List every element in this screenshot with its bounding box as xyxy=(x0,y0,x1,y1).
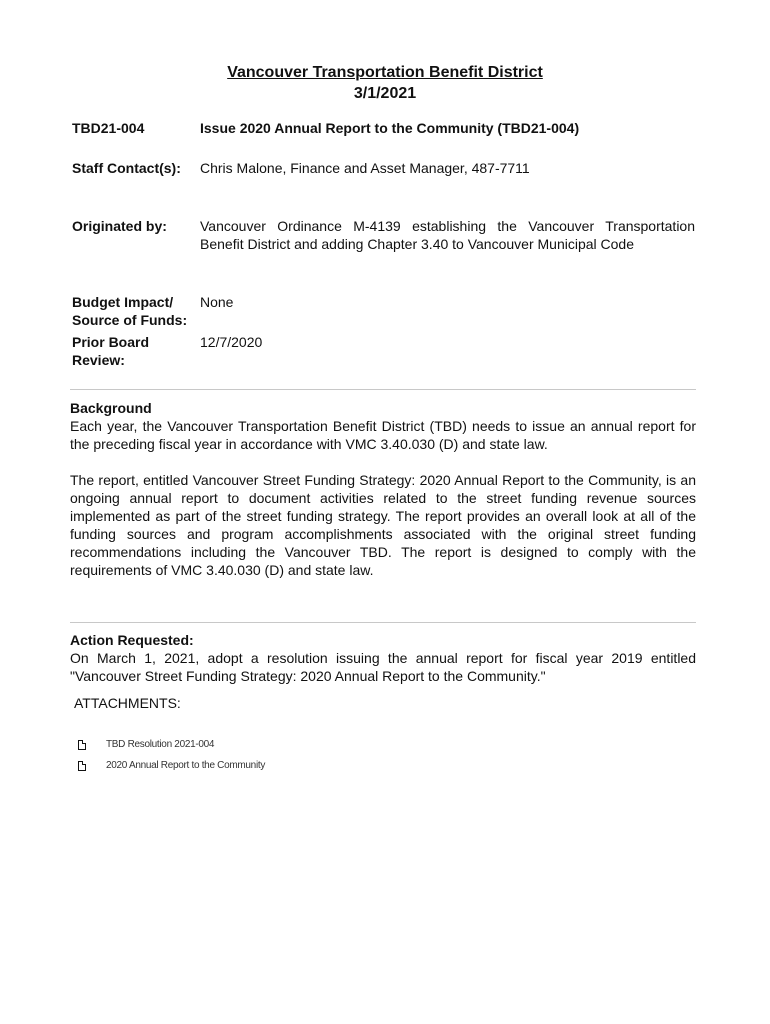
divider xyxy=(70,389,696,390)
action-text: On March 1, 2021, adopt a resolution issuing the annual report for fiscal year 2019 entitled "Vancouver Street Funding Strategy: 2020 Annual Report to the Community." xyxy=(70,650,696,684)
attachment-link[interactable]: TBD Resolution 2021-004 xyxy=(106,739,215,750)
staff-contact-label: Staff Contact(s): xyxy=(72,160,181,176)
prior-board-label-line2: Review: xyxy=(72,352,125,368)
attachments-heading: ATTACHMENTS: xyxy=(74,695,181,711)
item-number: TBD21-004 xyxy=(72,120,145,136)
budget-impact-value: None xyxy=(200,294,234,310)
budget-impact-label-line1: Budget Impact/ xyxy=(72,294,174,310)
document-icon xyxy=(78,740,86,750)
district-title: Vancouver Transportation Benefit District xyxy=(227,64,543,81)
background-paragraph-1: Each year, the Vancouver Transportation Benefit District (TBD) needs to issue an annual report for the preceding fiscal year in accordance with VMC 3.40.030 (D) and state law. xyxy=(70,418,696,452)
action-title: Action Requested: xyxy=(70,632,194,648)
originated-by-value: Vancouver Ordinance M-4139 establishing the Vancouver Transportation Benefit District and adding Chapter 3.40 to Vancouver Municipal Code xyxy=(200,218,695,252)
originated-by-label: Originated by: xyxy=(72,218,167,234)
document-icon xyxy=(78,761,86,771)
item-subject: Issue 2020 Annual Report to the Community (TBD21-004) xyxy=(200,120,580,136)
attachment-link[interactable]: 2020 Annual Report to the Community xyxy=(106,760,266,771)
staff-contact-value: Chris Malone, Finance and Asset Manager, 487-7711 xyxy=(200,160,530,176)
divider xyxy=(70,622,696,623)
prior-board-value: 12/7/2020 xyxy=(200,334,263,350)
meeting-date: 3/1/2021 xyxy=(353,85,417,102)
action-section xyxy=(70,631,696,685)
background-title: Background xyxy=(70,400,152,416)
prior-board-label xyxy=(72,333,200,369)
budget-impact-label-line2: Source of Funds: xyxy=(72,312,188,328)
budget-impact-label xyxy=(72,293,200,329)
prior-board-label-line1: Prior Board xyxy=(72,334,150,350)
background-paragraph-2: The report, entitled Vancouver Street Funding Strategy: 2020 Annual Report to the Community, is an ongoing annual report to document activities related to the street funding revenue sources implemented as part of the street funding strategy. The report provides an overall look at all of the funding sources and program accomplishments associated with the original street funding recommendations including the Vancouver TBD. The report is designed to comply with the requirements of VMC 3.40.030 (D) and state law. xyxy=(70,472,696,578)
document-header xyxy=(0,62,770,104)
background-section xyxy=(70,399,696,579)
